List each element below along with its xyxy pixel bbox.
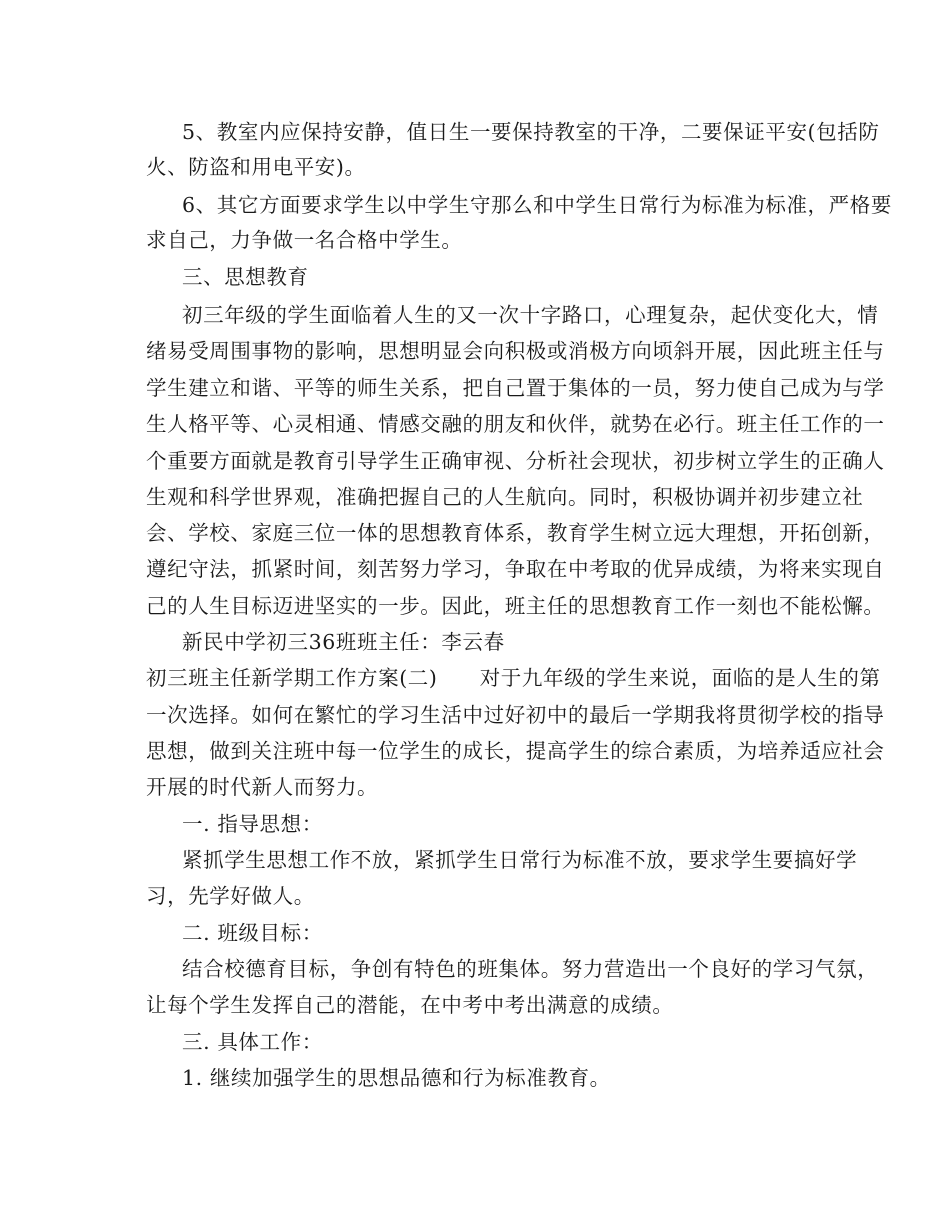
section-heading: 二. 班级目标：	[182, 921, 323, 945]
paragraph-line: 己的人生目标迈进坚实的一步。因此，班主任的思想教育工作一刻也不能松懈。	[146, 594, 885, 618]
paragraph-line: 生人格平等、心灵相通、情感交融的朋友和伙伴，就势在必行。班主任工作的一	[146, 412, 885, 436]
paragraph-line: 思想，做到关注班中每一位学生的成长，提高学生的综合素质，为培养适应社会	[146, 739, 885, 763]
paragraph-line: 6、其它方面要求学生以中学生守那么和中学生日常行为标准为标准，严格要	[182, 193, 892, 217]
signature-line: 新民中学初三36班班主任：李云春	[182, 630, 505, 654]
paragraph-line: 求自己，力争做一名合格中学生。	[146, 228, 463, 252]
paragraph-line: 会、学校、家庭三位一体的思想教育体系，教育学生树立远大理想，开拓创新，	[146, 521, 885, 545]
paragraph-line: 结合校德育目标，争创有特色的班集体。努力营造出一个良好的学习气氛，	[182, 957, 879, 981]
paragraph-line: 火、防盗和用电平安)。	[146, 155, 366, 179]
list-item: 1. 继续加强学生的思想品德和行为标准教育。	[182, 1066, 611, 1090]
section-heading: 三. 具体工作：	[182, 1030, 323, 1054]
paragraph-line: 生观和科学世界观，准确把握自己的人生航向。同时，积极协调并初步建立社	[146, 485, 864, 509]
paragraph-line: 紧抓学生思想工作不放，紧抓学生日常行为标准不放，要求学生要搞好学	[182, 848, 858, 872]
section-heading: 三、思想教育	[182, 265, 309, 289]
paragraph-line: 习，先学好做人。	[146, 884, 315, 908]
paragraph-line: 5、教室内应保持安静，值日生一要保持教室的干净，二要保证平安(包括防	[182, 120, 880, 144]
paragraph-line: 学生建立和谐、平等的师生关系，把自己置于集体的一员，努力使自己成为与学	[146, 376, 885, 400]
paragraph-line: 让每个学生发挥自己的潜能，在中考中考出满意的成绩。	[146, 993, 674, 1017]
paragraph-line: 个重要方面就是教育引导学生正确审视、分析社会现状，初步树立学生的正确人	[146, 449, 885, 473]
section-heading: 一. 指导思想：	[182, 812, 323, 836]
paragraph-line: 一次选择。如何在繁忙的学习生活中过好初中的最后一学期我将贯彻学校的指导	[146, 703, 885, 727]
paragraph-line: 开展的时代新人而努力。	[146, 775, 379, 799]
paragraph-line: 初三年级的学生面临着人生的又一次十字路口，心理复杂，起伏变化大，情	[182, 303, 879, 327]
paragraph-line: 绪易受周围事物的影响，思想明显会向积极或消极方向顷斜开展，因此班主任与	[146, 339, 885, 363]
paragraph-line: 遵纪守法，抓紧时间，刻苦努力学习，争取在中考取的优异成绩，为将来实现自	[146, 557, 885, 581]
paragraph-line: 初三班主任新学期工作方案(二) 对于九年级的学生来说，面临的是人生的第	[146, 666, 881, 690]
